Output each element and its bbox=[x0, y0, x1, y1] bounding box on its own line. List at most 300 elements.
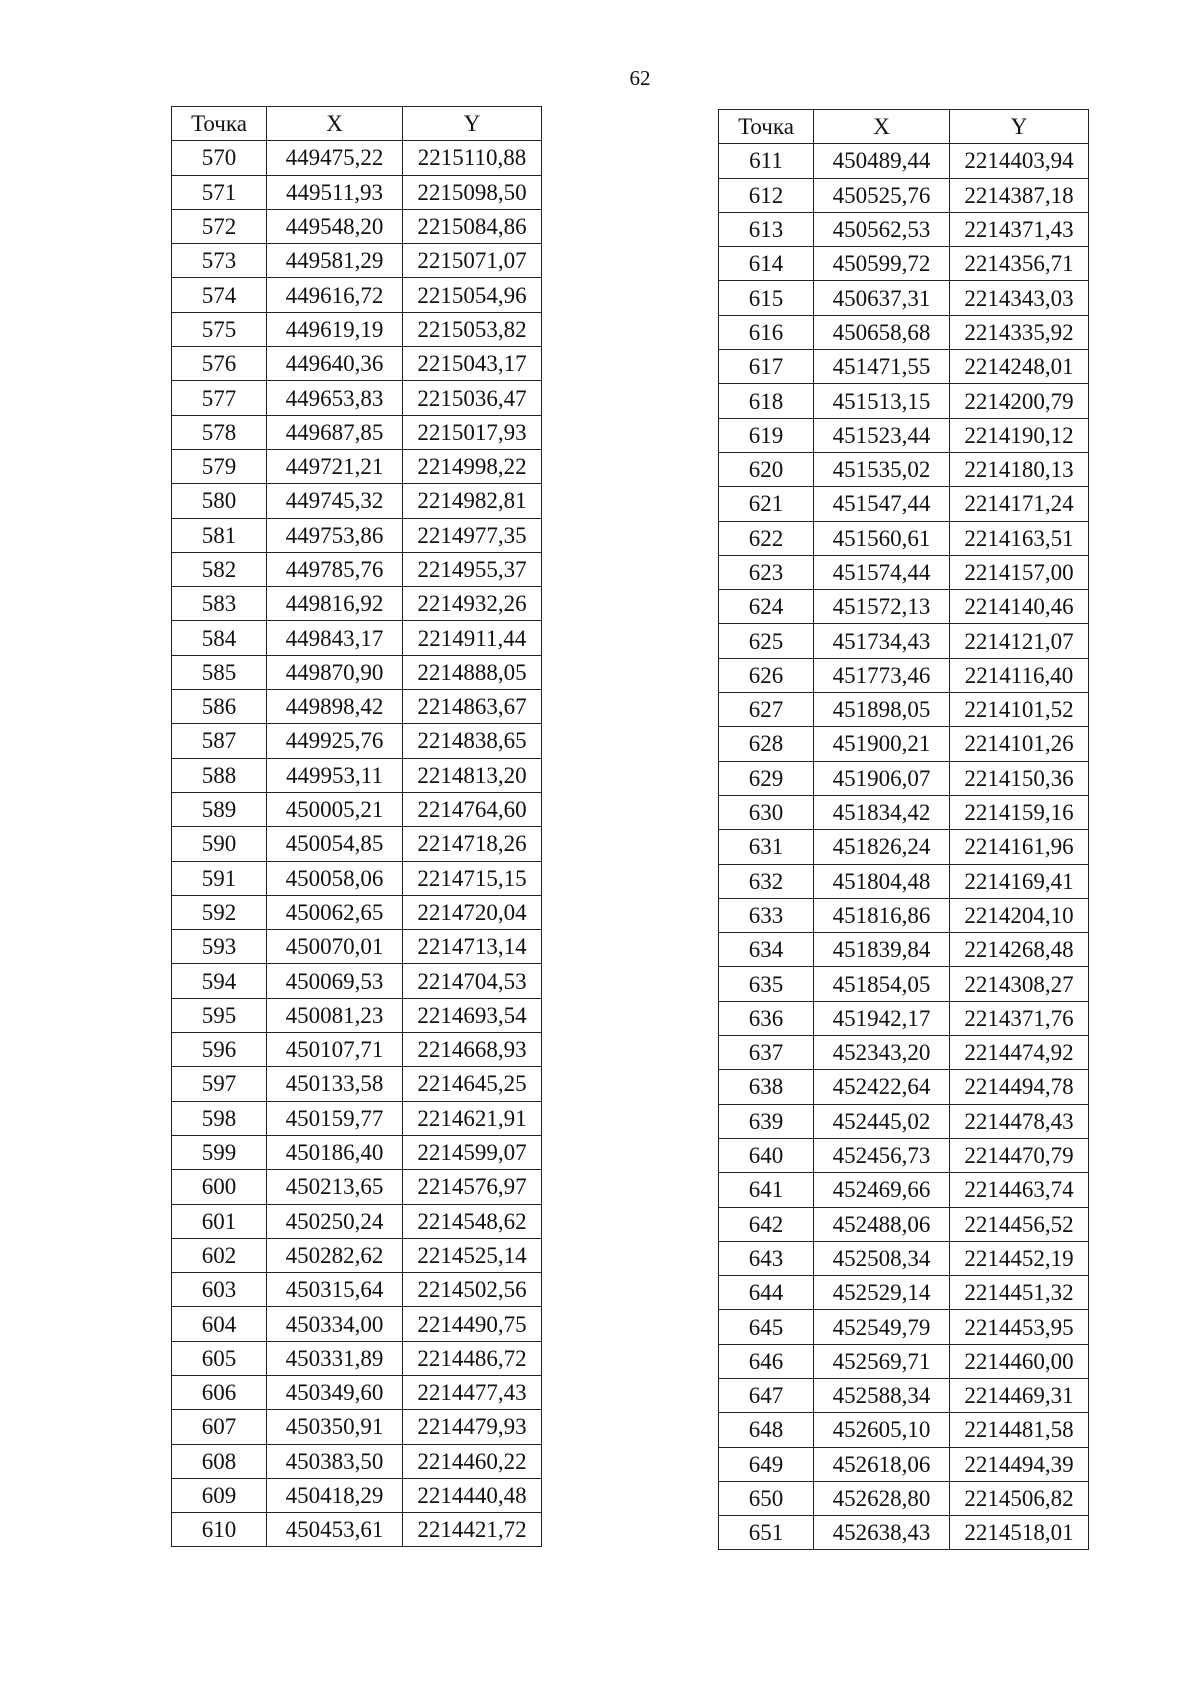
table-header-row bbox=[172, 107, 542, 141]
table-row bbox=[719, 144, 1089, 178]
table-row bbox=[172, 1170, 542, 1204]
point-cell: 619 bbox=[719, 418, 814, 452]
y-cell: 2214371,43 bbox=[950, 212, 1089, 246]
y-cell: 2214693,54 bbox=[403, 998, 542, 1032]
x-cell: 449870,90 bbox=[267, 655, 403, 689]
table-row bbox=[172, 655, 542, 689]
x-cell: 452618,06 bbox=[814, 1447, 950, 1481]
table-row bbox=[719, 452, 1089, 486]
x-cell: 450070,01 bbox=[267, 930, 403, 964]
x-cell: 450349,60 bbox=[267, 1375, 403, 1409]
x-cell: 452529,14 bbox=[814, 1276, 950, 1310]
point-cell: 589 bbox=[172, 792, 267, 826]
y-cell: 2215043,17 bbox=[403, 347, 542, 381]
y-cell: 2214548,62 bbox=[403, 1204, 542, 1238]
point-cell: 627 bbox=[719, 693, 814, 727]
point-cell: 643 bbox=[719, 1241, 814, 1275]
table-row bbox=[172, 1478, 542, 1512]
x-cell: 450107,71 bbox=[267, 1033, 403, 1067]
y-cell: 2214460,00 bbox=[950, 1344, 1089, 1378]
table-row bbox=[719, 1001, 1089, 1035]
y-cell: 2214157,00 bbox=[950, 555, 1089, 589]
x-cell: 452588,34 bbox=[814, 1378, 950, 1412]
point-cell: 591 bbox=[172, 861, 267, 895]
x-cell: 451826,24 bbox=[814, 830, 950, 864]
table-row bbox=[172, 278, 542, 312]
x-cell: 451816,86 bbox=[814, 898, 950, 932]
point-cell: 607 bbox=[172, 1410, 267, 1444]
x-cell: 450062,65 bbox=[267, 895, 403, 929]
y-cell: 2214863,67 bbox=[403, 690, 542, 724]
x-cell: 451906,07 bbox=[814, 761, 950, 795]
y-cell: 2214169,41 bbox=[950, 864, 1089, 898]
header-x: X bbox=[814, 110, 950, 144]
point-cell: 620 bbox=[719, 452, 814, 486]
table-row bbox=[172, 518, 542, 552]
y-cell: 2214403,94 bbox=[950, 144, 1089, 178]
x-cell: 451513,15 bbox=[814, 384, 950, 418]
x-cell: 451839,84 bbox=[814, 933, 950, 967]
y-cell: 2214190,12 bbox=[950, 418, 1089, 452]
point-cell: 600 bbox=[172, 1170, 267, 1204]
y-cell: 2214621,91 bbox=[403, 1101, 542, 1135]
table-row bbox=[719, 624, 1089, 658]
table-row bbox=[172, 552, 542, 586]
table-header-row bbox=[719, 110, 1089, 144]
y-cell: 2214200,79 bbox=[950, 384, 1089, 418]
table-row bbox=[719, 487, 1089, 521]
y-cell: 2214518,01 bbox=[950, 1516, 1089, 1550]
y-cell: 2215098,50 bbox=[403, 175, 542, 209]
point-cell: 571 bbox=[172, 175, 267, 209]
x-cell: 450069,53 bbox=[267, 964, 403, 998]
point-cell: 639 bbox=[719, 1104, 814, 1138]
x-cell: 451471,55 bbox=[814, 350, 950, 384]
point-cell: 598 bbox=[172, 1101, 267, 1135]
table-row bbox=[719, 555, 1089, 589]
y-cell: 2214911,44 bbox=[403, 621, 542, 655]
point-cell: 651 bbox=[719, 1516, 814, 1550]
table-row bbox=[719, 1413, 1089, 1447]
x-cell: 451535,02 bbox=[814, 452, 950, 486]
x-cell: 450383,50 bbox=[267, 1444, 403, 1478]
page-number: 62 bbox=[629, 66, 651, 90]
y-cell: 2215036,47 bbox=[403, 381, 542, 415]
point-cell: 599 bbox=[172, 1135, 267, 1169]
x-cell: 449581,29 bbox=[267, 244, 403, 278]
point-cell: 646 bbox=[719, 1344, 814, 1378]
x-cell: 452628,80 bbox=[814, 1481, 950, 1515]
point-cell: 625 bbox=[719, 624, 814, 658]
table-row bbox=[719, 1173, 1089, 1207]
x-cell: 452605,10 bbox=[814, 1413, 950, 1447]
y-cell: 2215054,96 bbox=[403, 278, 542, 312]
table-row bbox=[719, 830, 1089, 864]
table-row bbox=[172, 1067, 542, 1101]
point-cell: 577 bbox=[172, 381, 267, 415]
point-cell: 616 bbox=[719, 315, 814, 349]
table-row bbox=[172, 724, 542, 758]
y-cell: 2214335,92 bbox=[950, 315, 1089, 349]
x-cell: 451942,17 bbox=[814, 1001, 950, 1035]
point-cell: 579 bbox=[172, 449, 267, 483]
point-cell: 623 bbox=[719, 555, 814, 589]
point-cell: 612 bbox=[719, 178, 814, 212]
x-cell: 452469,66 bbox=[814, 1173, 950, 1207]
x-cell: 451804,48 bbox=[814, 864, 950, 898]
x-cell: 451574,44 bbox=[814, 555, 950, 589]
point-cell: 593 bbox=[172, 930, 267, 964]
header-y: Y bbox=[403, 107, 542, 141]
x-cell: 449816,92 bbox=[267, 587, 403, 621]
x-cell: 451773,46 bbox=[814, 658, 950, 692]
point-cell: 614 bbox=[719, 247, 814, 281]
table-row bbox=[719, 212, 1089, 246]
table-row bbox=[172, 1135, 542, 1169]
table-row bbox=[719, 247, 1089, 281]
y-cell: 2215053,82 bbox=[403, 312, 542, 346]
header-y: Y bbox=[950, 110, 1089, 144]
x-cell: 449953,11 bbox=[267, 758, 403, 792]
point-cell: 605 bbox=[172, 1341, 267, 1375]
x-cell: 450489,44 bbox=[814, 144, 950, 178]
x-cell: 449616,72 bbox=[267, 278, 403, 312]
y-cell: 2214576,97 bbox=[403, 1170, 542, 1204]
point-cell: 637 bbox=[719, 1036, 814, 1070]
table-row bbox=[719, 967, 1089, 1001]
header-point: Точка bbox=[719, 110, 814, 144]
point-cell: 635 bbox=[719, 967, 814, 1001]
table-row bbox=[719, 281, 1089, 315]
x-cell: 449843,17 bbox=[267, 621, 403, 655]
point-cell: 570 bbox=[172, 141, 267, 175]
point-cell: 601 bbox=[172, 1204, 267, 1238]
table-row bbox=[172, 347, 542, 381]
point-cell: 632 bbox=[719, 864, 814, 898]
x-cell: 451560,61 bbox=[814, 521, 950, 555]
y-cell: 2214308,27 bbox=[950, 967, 1089, 1001]
point-cell: 587 bbox=[172, 724, 267, 758]
table-row bbox=[719, 1276, 1089, 1310]
table-row bbox=[719, 590, 1089, 624]
x-cell: 452569,71 bbox=[814, 1344, 950, 1378]
point-cell: 622 bbox=[719, 521, 814, 555]
table-row bbox=[172, 1273, 542, 1307]
table-row bbox=[172, 1033, 542, 1067]
table-row bbox=[719, 418, 1089, 452]
x-cell: 449640,36 bbox=[267, 347, 403, 381]
y-cell: 2214478,43 bbox=[950, 1104, 1089, 1138]
x-cell: 450658,68 bbox=[814, 315, 950, 349]
point-cell: 615 bbox=[719, 281, 814, 315]
y-cell: 2214460,22 bbox=[403, 1444, 542, 1478]
table-row bbox=[719, 1104, 1089, 1138]
point-cell: 584 bbox=[172, 621, 267, 655]
y-cell: 2214838,65 bbox=[403, 724, 542, 758]
x-cell: 449511,93 bbox=[267, 175, 403, 209]
y-cell: 2215110,88 bbox=[403, 141, 542, 175]
table-row bbox=[719, 521, 1089, 555]
y-cell: 2214720,04 bbox=[403, 895, 542, 929]
table-row bbox=[719, 1036, 1089, 1070]
x-cell: 449753,86 bbox=[267, 518, 403, 552]
y-cell: 2214955,37 bbox=[403, 552, 542, 586]
point-cell: 582 bbox=[172, 552, 267, 586]
y-cell: 2214477,43 bbox=[403, 1375, 542, 1409]
y-cell: 2214204,10 bbox=[950, 898, 1089, 932]
y-cell: 2214479,93 bbox=[403, 1410, 542, 1444]
y-cell: 2214713,14 bbox=[403, 930, 542, 964]
x-cell: 449785,76 bbox=[267, 552, 403, 586]
y-cell: 2214813,20 bbox=[403, 758, 542, 792]
y-cell: 2214387,18 bbox=[950, 178, 1089, 212]
table-row bbox=[172, 827, 542, 861]
table-row bbox=[172, 141, 542, 175]
point-cell: 586 bbox=[172, 690, 267, 724]
y-cell: 2214474,92 bbox=[950, 1036, 1089, 1070]
x-cell: 450562,53 bbox=[814, 212, 950, 246]
coordinates-table-right bbox=[718, 109, 1089, 1550]
coordinates-table-left bbox=[171, 106, 542, 1547]
point-cell: 613 bbox=[719, 212, 814, 246]
x-cell: 449548,20 bbox=[267, 209, 403, 243]
x-cell: 452488,06 bbox=[814, 1207, 950, 1241]
y-cell: 2214494,39 bbox=[950, 1447, 1089, 1481]
x-cell: 451834,42 bbox=[814, 795, 950, 829]
y-cell: 2215084,86 bbox=[403, 209, 542, 243]
point-cell: 648 bbox=[719, 1413, 814, 1447]
header-x: X bbox=[267, 107, 403, 141]
point-cell: 578 bbox=[172, 415, 267, 449]
table-row bbox=[172, 449, 542, 483]
x-cell: 452456,73 bbox=[814, 1138, 950, 1172]
y-cell: 2214171,24 bbox=[950, 487, 1089, 521]
table-row bbox=[172, 1238, 542, 1272]
header-point: Точка bbox=[172, 107, 267, 141]
table-row bbox=[172, 209, 542, 243]
x-cell: 450637,31 bbox=[814, 281, 950, 315]
point-cell: 575 bbox=[172, 312, 267, 346]
x-cell: 450005,21 bbox=[267, 792, 403, 826]
x-cell: 449475,22 bbox=[267, 141, 403, 175]
table-row bbox=[172, 690, 542, 724]
x-cell: 451523,44 bbox=[814, 418, 950, 452]
y-cell: 2214715,15 bbox=[403, 861, 542, 895]
table-row bbox=[172, 312, 542, 346]
table-row bbox=[172, 244, 542, 278]
table-row bbox=[719, 693, 1089, 727]
point-cell: 628 bbox=[719, 727, 814, 761]
y-cell: 2214704,53 bbox=[403, 964, 542, 998]
point-cell: 583 bbox=[172, 587, 267, 621]
y-cell: 2214371,76 bbox=[950, 1001, 1089, 1035]
y-cell: 2214343,03 bbox=[950, 281, 1089, 315]
table-row bbox=[172, 587, 542, 621]
y-cell: 2214140,46 bbox=[950, 590, 1089, 624]
y-cell: 2214888,05 bbox=[403, 655, 542, 689]
table-row bbox=[719, 1516, 1089, 1550]
point-cell: 636 bbox=[719, 1001, 814, 1035]
table-row bbox=[719, 1378, 1089, 1412]
y-cell: 2214150,36 bbox=[950, 761, 1089, 795]
point-cell: 645 bbox=[719, 1310, 814, 1344]
point-cell: 585 bbox=[172, 655, 267, 689]
point-cell: 573 bbox=[172, 244, 267, 278]
y-cell: 2214764,60 bbox=[403, 792, 542, 826]
point-cell: 634 bbox=[719, 933, 814, 967]
table-row bbox=[719, 1138, 1089, 1172]
table-row bbox=[719, 315, 1089, 349]
y-cell: 2214356,71 bbox=[950, 247, 1089, 281]
table-row bbox=[719, 898, 1089, 932]
point-cell: 604 bbox=[172, 1307, 267, 1341]
y-cell: 2214101,26 bbox=[950, 727, 1089, 761]
y-cell: 2214268,48 bbox=[950, 933, 1089, 967]
table-row bbox=[172, 998, 542, 1032]
y-cell: 2214668,93 bbox=[403, 1033, 542, 1067]
y-cell: 2214248,01 bbox=[950, 350, 1089, 384]
x-cell: 450350,91 bbox=[267, 1410, 403, 1444]
x-cell: 451854,05 bbox=[814, 967, 950, 1001]
x-cell: 450081,23 bbox=[267, 998, 403, 1032]
x-cell: 451572,13 bbox=[814, 590, 950, 624]
y-cell: 2214116,40 bbox=[950, 658, 1089, 692]
point-cell: 629 bbox=[719, 761, 814, 795]
point-cell: 640 bbox=[719, 1138, 814, 1172]
x-cell: 450054,85 bbox=[267, 827, 403, 861]
table-row bbox=[172, 861, 542, 895]
y-cell: 2215017,93 bbox=[403, 415, 542, 449]
y-cell: 2214490,75 bbox=[403, 1307, 542, 1341]
x-cell: 449619,19 bbox=[267, 312, 403, 346]
point-cell: 630 bbox=[719, 795, 814, 829]
point-cell: 581 bbox=[172, 518, 267, 552]
point-cell: 595 bbox=[172, 998, 267, 1032]
y-cell: 2214470,79 bbox=[950, 1138, 1089, 1172]
point-cell: 572 bbox=[172, 209, 267, 243]
table-row bbox=[172, 415, 542, 449]
point-cell: 606 bbox=[172, 1375, 267, 1409]
point-cell: 608 bbox=[172, 1444, 267, 1478]
y-cell: 2215071,07 bbox=[403, 244, 542, 278]
x-cell: 449745,32 bbox=[267, 484, 403, 518]
table-row bbox=[172, 1307, 542, 1341]
point-cell: 592 bbox=[172, 895, 267, 929]
table-row bbox=[172, 792, 542, 826]
x-cell: 452445,02 bbox=[814, 1104, 950, 1138]
point-cell: 650 bbox=[719, 1481, 814, 1515]
table-row bbox=[719, 384, 1089, 418]
x-cell: 451900,21 bbox=[814, 727, 950, 761]
x-cell: 449898,42 bbox=[267, 690, 403, 724]
x-cell: 450282,62 bbox=[267, 1238, 403, 1272]
table-row bbox=[719, 1241, 1089, 1275]
table-row bbox=[172, 895, 542, 929]
table-row bbox=[719, 727, 1089, 761]
point-cell: 603 bbox=[172, 1273, 267, 1307]
table-row bbox=[719, 864, 1089, 898]
table-row bbox=[719, 1447, 1089, 1481]
y-cell: 2214486,72 bbox=[403, 1341, 542, 1375]
x-cell: 450599,72 bbox=[814, 247, 950, 281]
table-row bbox=[172, 930, 542, 964]
table-row bbox=[172, 1444, 542, 1478]
point-cell: 580 bbox=[172, 484, 267, 518]
y-cell: 2214506,82 bbox=[950, 1481, 1089, 1515]
table-row bbox=[172, 1375, 542, 1409]
point-cell: 626 bbox=[719, 658, 814, 692]
table-row bbox=[172, 621, 542, 655]
y-cell: 2214525,14 bbox=[403, 1238, 542, 1272]
x-cell: 450331,89 bbox=[267, 1341, 403, 1375]
x-cell: 450159,77 bbox=[267, 1101, 403, 1135]
table-row bbox=[172, 484, 542, 518]
y-cell: 2214421,72 bbox=[403, 1513, 542, 1547]
table-row bbox=[719, 761, 1089, 795]
point-cell: 621 bbox=[719, 487, 814, 521]
y-cell: 2214452,19 bbox=[950, 1241, 1089, 1275]
table-row bbox=[172, 964, 542, 998]
x-cell: 452638,43 bbox=[814, 1516, 950, 1550]
point-cell: 609 bbox=[172, 1478, 267, 1512]
x-cell: 449653,83 bbox=[267, 381, 403, 415]
x-cell: 451734,43 bbox=[814, 624, 950, 658]
y-cell: 2214440,48 bbox=[403, 1478, 542, 1512]
x-cell: 450315,64 bbox=[267, 1273, 403, 1307]
y-cell: 2214494,78 bbox=[950, 1070, 1089, 1104]
x-cell: 450058,06 bbox=[267, 861, 403, 895]
table-row bbox=[719, 1310, 1089, 1344]
point-cell: 596 bbox=[172, 1033, 267, 1067]
y-cell: 2214463,74 bbox=[950, 1173, 1089, 1207]
x-cell: 450133,58 bbox=[267, 1067, 403, 1101]
y-cell: 2214159,16 bbox=[950, 795, 1089, 829]
table-row bbox=[719, 178, 1089, 212]
y-cell: 2214718,26 bbox=[403, 827, 542, 861]
table-row bbox=[172, 1410, 542, 1444]
table-row bbox=[172, 381, 542, 415]
table-row bbox=[719, 350, 1089, 384]
y-cell: 2214932,26 bbox=[403, 587, 542, 621]
y-cell: 2214481,58 bbox=[950, 1413, 1089, 1447]
y-cell: 2214161,96 bbox=[950, 830, 1089, 864]
point-cell: 610 bbox=[172, 1513, 267, 1547]
x-cell: 449721,21 bbox=[267, 449, 403, 483]
table-row bbox=[172, 1101, 542, 1135]
table-row bbox=[719, 1344, 1089, 1378]
table-row bbox=[172, 1513, 542, 1547]
x-cell: 450334,00 bbox=[267, 1307, 403, 1341]
x-cell: 450453,61 bbox=[267, 1513, 403, 1547]
y-cell: 2214645,25 bbox=[403, 1067, 542, 1101]
point-cell: 649 bbox=[719, 1447, 814, 1481]
point-cell: 594 bbox=[172, 964, 267, 998]
point-cell: 642 bbox=[719, 1207, 814, 1241]
x-cell: 452422,64 bbox=[814, 1070, 950, 1104]
y-cell: 2214163,51 bbox=[950, 521, 1089, 555]
point-cell: 576 bbox=[172, 347, 267, 381]
point-cell: 644 bbox=[719, 1276, 814, 1310]
x-cell: 449687,85 bbox=[267, 415, 403, 449]
point-cell: 617 bbox=[719, 350, 814, 384]
table-row bbox=[719, 1481, 1089, 1515]
point-cell: 597 bbox=[172, 1067, 267, 1101]
x-cell: 452508,34 bbox=[814, 1241, 950, 1275]
point-cell: 641 bbox=[719, 1173, 814, 1207]
table-row bbox=[719, 1070, 1089, 1104]
y-cell: 2214599,07 bbox=[403, 1135, 542, 1169]
table-row bbox=[172, 175, 542, 209]
